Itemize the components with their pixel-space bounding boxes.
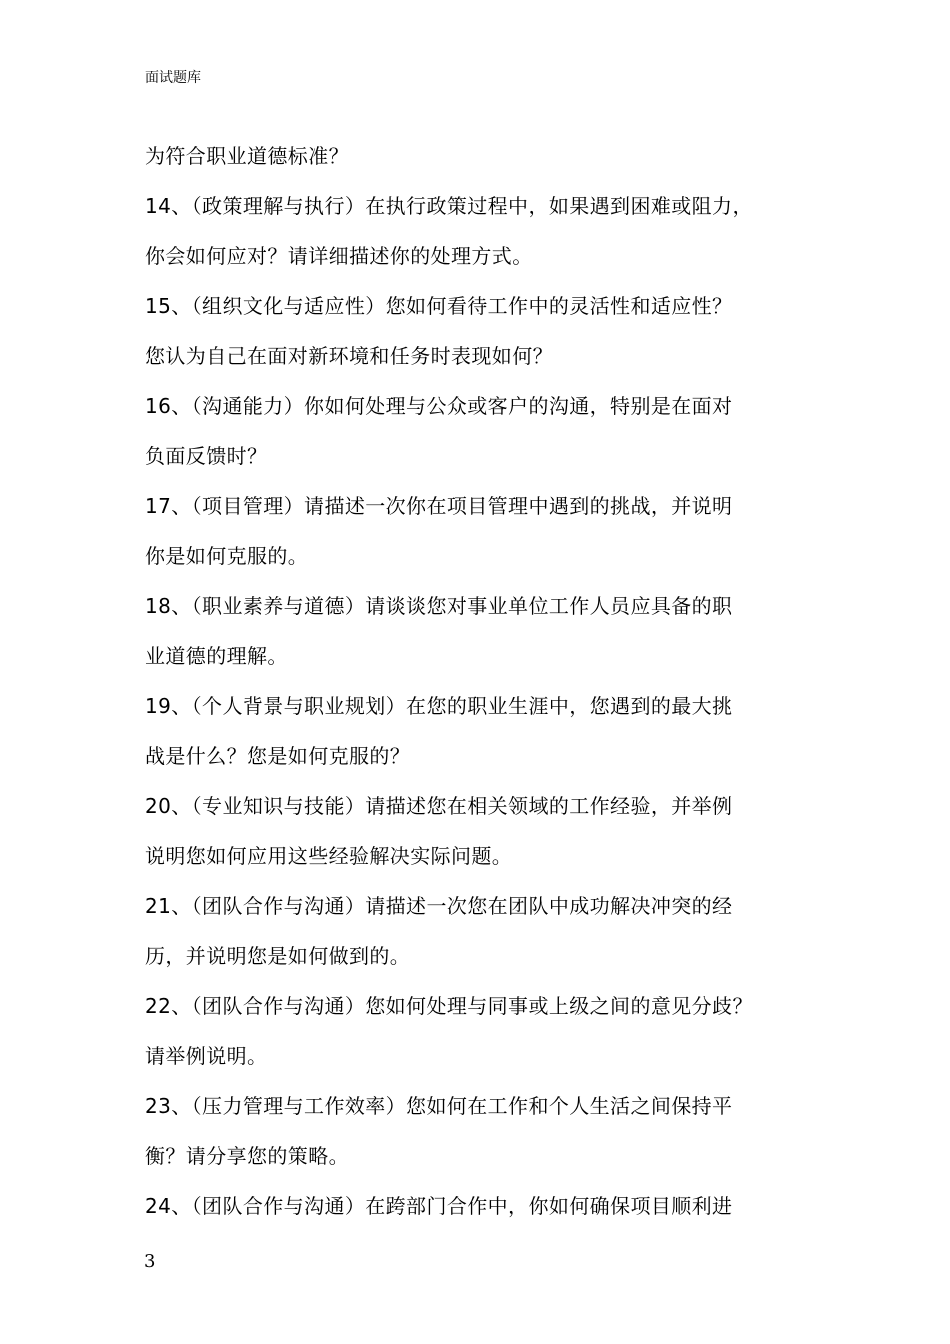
question-list [145,131,845,1231]
text-line: 说明您如何应用这些经验解决实际问题。 [145,844,513,868]
text-line: 20、（专业知识与技能）请描述您在相关领域的工作经验，并举例 [145,794,733,818]
text-line: 22、（团队合作与沟通）您如何处理与同事或上级之间的意见分歧？ [145,994,753,1018]
text-line: 16、（沟通能力）你如何处理与公众或客户的沟通，特别是在面对 [145,394,733,418]
text-line: 负面反馈时？ [145,444,268,468]
text-line: 衡？请分享您的策略。 [145,1144,349,1168]
text-line: 业道德的理解。 [145,644,288,668]
text-line: 你是如何克服的。 [145,544,309,568]
text-line: 战是什么？您是如何克服的？ [145,744,411,768]
text-line: 21、（团队合作与沟通）请描述一次您在团队中成功解决冲突的经 [145,894,733,918]
text-line: 17、（项目管理）请描述一次你在项目管理中遇到的挑战，并说明 [145,494,733,518]
text-line: 你会如何应对？请详细描述你的处理方式。 [145,244,533,268]
text-line: 15、（组织文化与适应性）您如何看待工作中的灵活性和适应性？ [145,294,733,318]
page-header-title: 面试题库 [145,70,201,86]
text-line: 14、（政策理解与执行）在执行政策过程中，如果遇到困难或阻力， [145,194,753,218]
text-line: 23、（压力管理与工作效率）您如何在工作和个人生活之间保持平 [145,1094,733,1118]
text-line: 19、（个人背景与职业规划）在您的职业生涯中，您遇到的最大挑 [145,694,733,718]
text-line: 为符合职业道德标准？ [145,144,349,168]
text-line: 24、（团队合作与沟通）在跨部门合作中，你如何确保项目顺利进 [145,1194,733,1218]
page-number: 3 [144,1251,156,1272]
text-line: 您认为自己在面对新环境和任务时表现如何？ [145,344,553,368]
text-line: 历，并说明您是如何做到的。 [145,944,411,968]
text-line: 请举例说明。 [145,1044,268,1068]
text-line: 18、（职业素养与道德）请谈谈您对事业单位工作人员应具备的职 [145,594,733,618]
